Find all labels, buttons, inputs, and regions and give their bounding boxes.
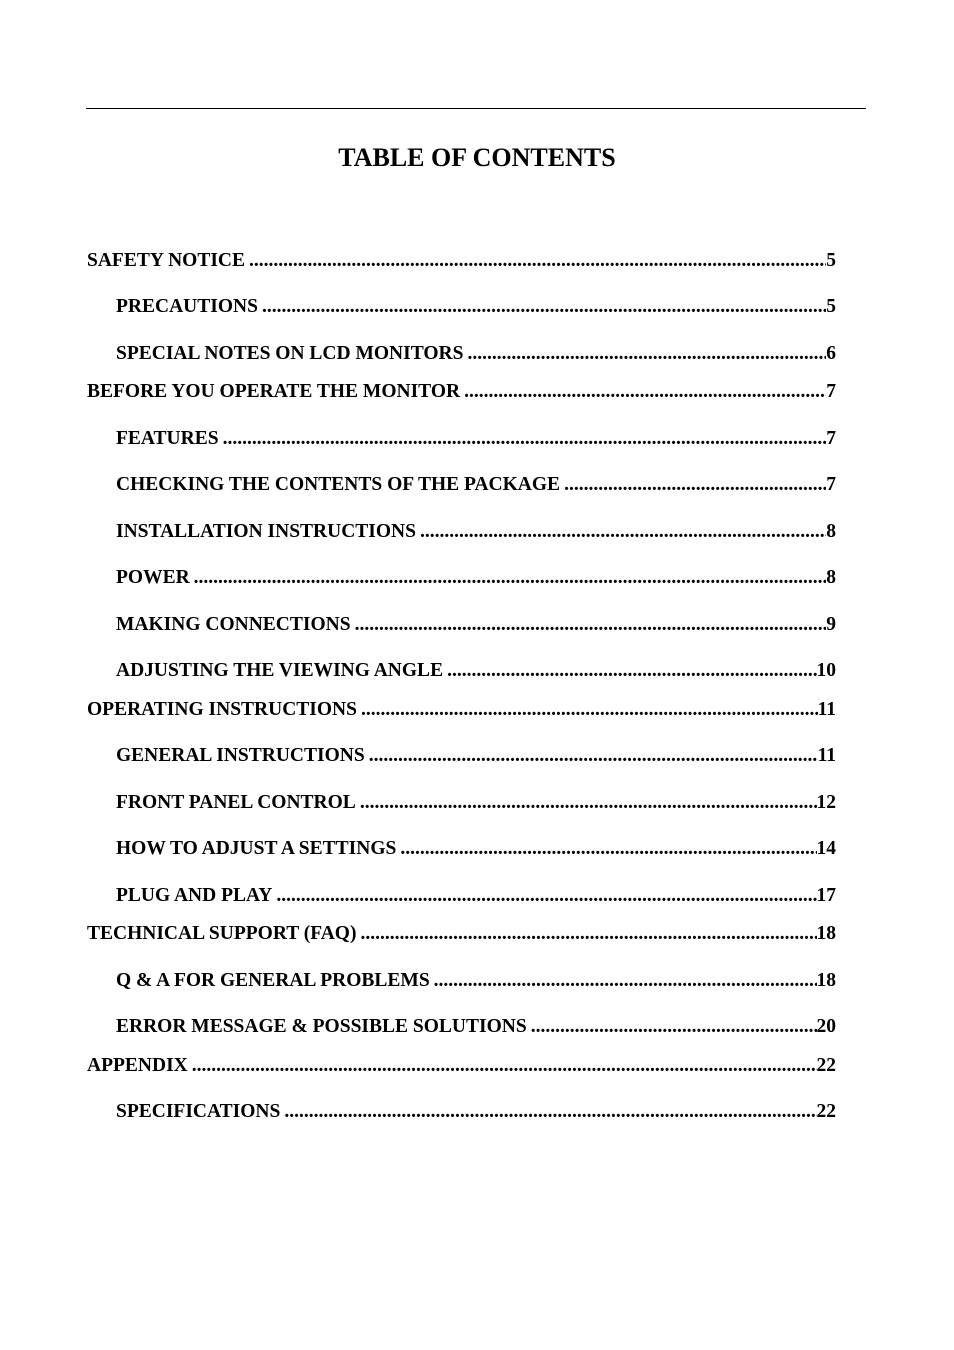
toc-entry-page: 9 — [826, 614, 836, 635]
dot-leader — [258, 295, 826, 319]
toc-entry-qa-general-problems[interactable] — [116, 969, 836, 993]
toc-entry-label: SAFETY NOTICE — [87, 250, 246, 271]
toc-entry-label: FEATURES — [116, 428, 219, 449]
dot-leader — [365, 744, 818, 768]
toc-entry-label: Q & A FOR GENERAL PROBLEMS — [116, 970, 430, 991]
toc-entry-precautions[interactable] — [116, 295, 836, 319]
page-title: TABLE OF CONTENTS — [338, 143, 616, 172]
toc-entry-label: TECHNICAL SUPPORT (FAQ) — [87, 923, 357, 944]
dot-leader — [356, 791, 817, 815]
dot-leader — [245, 249, 826, 273]
toc-entry-page: 5 — [826, 250, 836, 271]
toc-entry-label: CHECKING THE CONTENTS OF THE PACKAGE — [116, 474, 561, 495]
toc-entry-installation-instructions[interactable] — [116, 520, 836, 544]
dot-leader — [190, 566, 827, 590]
toc-entry-label: HOW TO ADJUST A SETTINGS — [116, 838, 397, 859]
toc-entry-power[interactable] — [116, 566, 836, 590]
toc-entry-label: GENERAL INSTRUCTIONS — [116, 745, 365, 766]
toc-entry-label: ERROR MESSAGE & POSSIBLE SOLUTIONS — [116, 1016, 527, 1037]
toc-entry-label: POWER — [116, 567, 190, 588]
dot-leader — [188, 1054, 817, 1078]
toc-entry-special-notes[interactable] — [116, 342, 836, 366]
toc-entry-page: 8 — [826, 567, 836, 588]
toc-entry-page: 11 — [817, 699, 836, 720]
toc-entry-page: 20 — [816, 1016, 836, 1037]
toc-entry-making-connections[interactable] — [116, 613, 836, 637]
toc-entry-error-message[interactable] — [116, 1015, 836, 1039]
dot-leader — [219, 427, 827, 451]
toc-entry-features[interactable] — [116, 427, 836, 451]
toc-entry-page: 11 — [817, 745, 836, 766]
toc-entry-label: PLUG AND PLAY — [116, 885, 273, 906]
dot-leader — [357, 698, 818, 722]
toc-entry-page: 10 — [816, 660, 836, 681]
toc-entry-label: SPECIFICATIONS — [116, 1101, 281, 1122]
toc-entry-before-you-operate[interactable] — [87, 380, 836, 404]
dot-leader — [356, 922, 816, 946]
toc-entry-front-panel-control[interactable] — [116, 791, 836, 815]
toc-entry-page: 14 — [816, 838, 836, 859]
dot-leader — [460, 380, 826, 404]
toc-entry-label: PRECAUTIONS — [116, 296, 258, 317]
toc-entry-page: 6 — [826, 343, 836, 364]
dot-leader — [430, 969, 817, 993]
header-rule — [86, 108, 866, 109]
dot-leader — [527, 1015, 817, 1039]
toc-entry-operating-instructions[interactable] — [87, 698, 836, 722]
toc-entry-label: MAKING CONNECTIONS — [116, 614, 351, 635]
toc-entry-checking-contents[interactable] — [116, 473, 836, 497]
toc-entry-label: SPECIAL NOTES ON LCD MONITORS — [116, 343, 464, 364]
toc-entry-label: BEFORE YOU OPERATE THE MONITOR — [87, 381, 461, 402]
toc-entry-page: 7 — [826, 381, 836, 402]
dot-leader — [351, 613, 827, 637]
toc-entry-plug-and-play[interactable] — [116, 884, 836, 908]
toc-entry-page: 22 — [816, 1101, 836, 1122]
toc-entry-label: ADJUSTING THE VIEWING ANGLE — [116, 660, 444, 681]
dot-leader — [280, 1100, 816, 1124]
toc-entry-label: OPERATING INSTRUCTIONS — [87, 699, 357, 720]
toc-entry-general-instructions[interactable] — [116, 744, 836, 768]
toc-entry-appendix[interactable] — [87, 1054, 836, 1078]
toc-entry-page: 12 — [816, 792, 836, 813]
toc-entry-page: 7 — [826, 428, 836, 449]
dot-leader — [443, 659, 816, 683]
toc-entry-page: 7 — [826, 474, 836, 495]
toc-entry-page: 17 — [816, 885, 836, 906]
toc-entry-safety-notice[interactable] — [87, 249, 836, 273]
toc-entry-how-to-adjust[interactable] — [116, 837, 836, 861]
dot-leader — [416, 520, 826, 544]
dot-leader — [272, 884, 816, 908]
dot-leader — [560, 473, 826, 497]
toc-entry-label: FRONT PANEL CONTROL — [116, 792, 356, 813]
dot-leader — [463, 342, 826, 366]
toc-entry-specifications[interactable] — [116, 1100, 836, 1124]
toc-entry-page: 18 — [816, 923, 836, 944]
toc-entry-page: 18 — [816, 970, 836, 991]
toc-entry-technical-support[interactable] — [87, 922, 836, 946]
toc-entry-label: APPENDIX — [87, 1055, 188, 1076]
toc-entry-page: 8 — [826, 521, 836, 542]
toc-entry-label: INSTALLATION INSTRUCTIONS — [116, 521, 416, 542]
toc-entry-adjusting-viewing-angle[interactable] — [116, 659, 836, 683]
dot-leader — [396, 837, 816, 861]
toc-entry-page: 22 — [816, 1055, 836, 1076]
toc-entry-page: 5 — [826, 296, 836, 317]
